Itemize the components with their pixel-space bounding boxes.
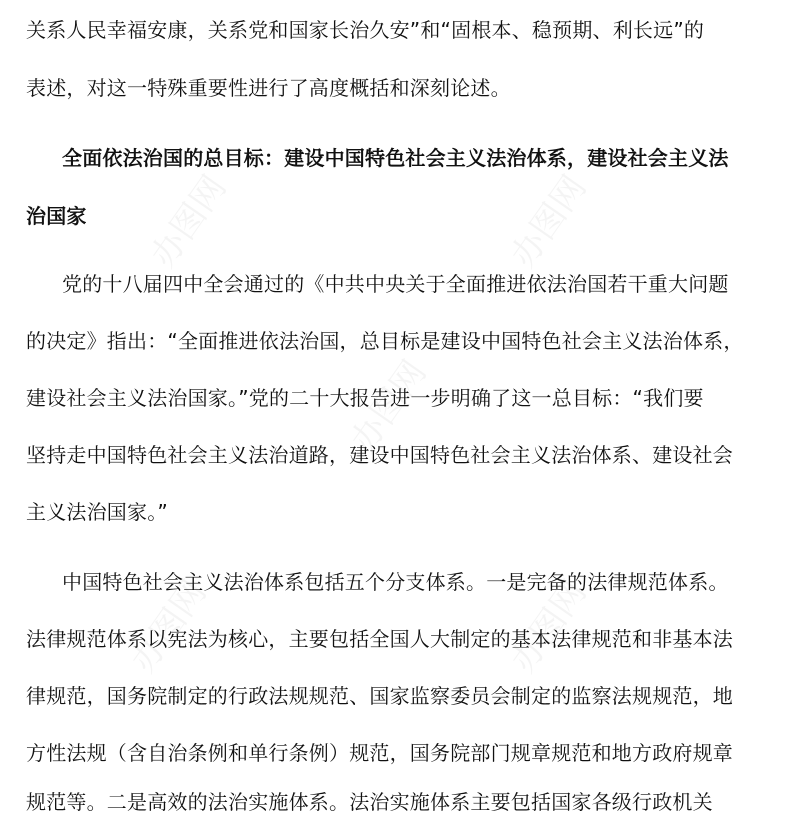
watermark: 办图网 — [503, 168, 595, 275]
paragraph-line: 关系人民幸福安康，关系党和国家长治久安”和“固根本、稳预期、利长远”的 — [26, 18, 705, 42]
paragraph-line: 律规范，国务院制定的行政法规规范、国家监察委员会制定的监察法规规范，地 — [26, 684, 733, 708]
paragraph-line: 方性法规（含自治条例和单行条例）规范，国务院部门规章规范和地方政府规章 — [26, 741, 733, 765]
paragraph-line: 建设社会主义法治国家。”党的二十大报告进一步明确了这一总目标：“我们要 — [26, 386, 704, 410]
watermark: 办图网 — [343, 353, 435, 460]
paragraph-line: 法律规范体系以宪法为核心，主要包括全国人大制定的基本法律规范和非基本法 — [26, 627, 733, 651]
paragraph-line: 主义法治国家。” — [26, 500, 168, 524]
paragraph-line: 的决定》指出：“全面推进依法治国，总目标是建设中国特色社会主义法治体系， — [26, 329, 744, 353]
paragraph-line: 中国特色社会主义法治体系包括五个分支体系。一是完备的法律规范体系。 — [62, 570, 729, 594]
watermark: 办图网 — [143, 168, 235, 275]
paragraph-line: 表述，对这一特殊重要性进行了高度概括和深刻论述。 — [26, 76, 511, 100]
section-heading: 治国家 — [26, 204, 87, 228]
paragraph-line: 坚持走中国特色社会主义法治道路，建设中国特色社会主义法治体系、建设社会 — [26, 443, 733, 467]
paragraph-line: 党的十八届四中全会通过的《中共中央关于全面推进依法治国若干重大问题 — [62, 272, 729, 296]
watermark: 办图网 — [503, 573, 595, 680]
section-heading: 全面依法治国的总目标：建设中国特色社会主义法治体系，建设社会主义法 — [62, 146, 729, 170]
paragraph-line: 规范等。二是高效的法治实施体系。法治实施体系主要包括国家各级行政机关 — [26, 790, 713, 814]
watermark: 办图网 — [123, 573, 215, 680]
